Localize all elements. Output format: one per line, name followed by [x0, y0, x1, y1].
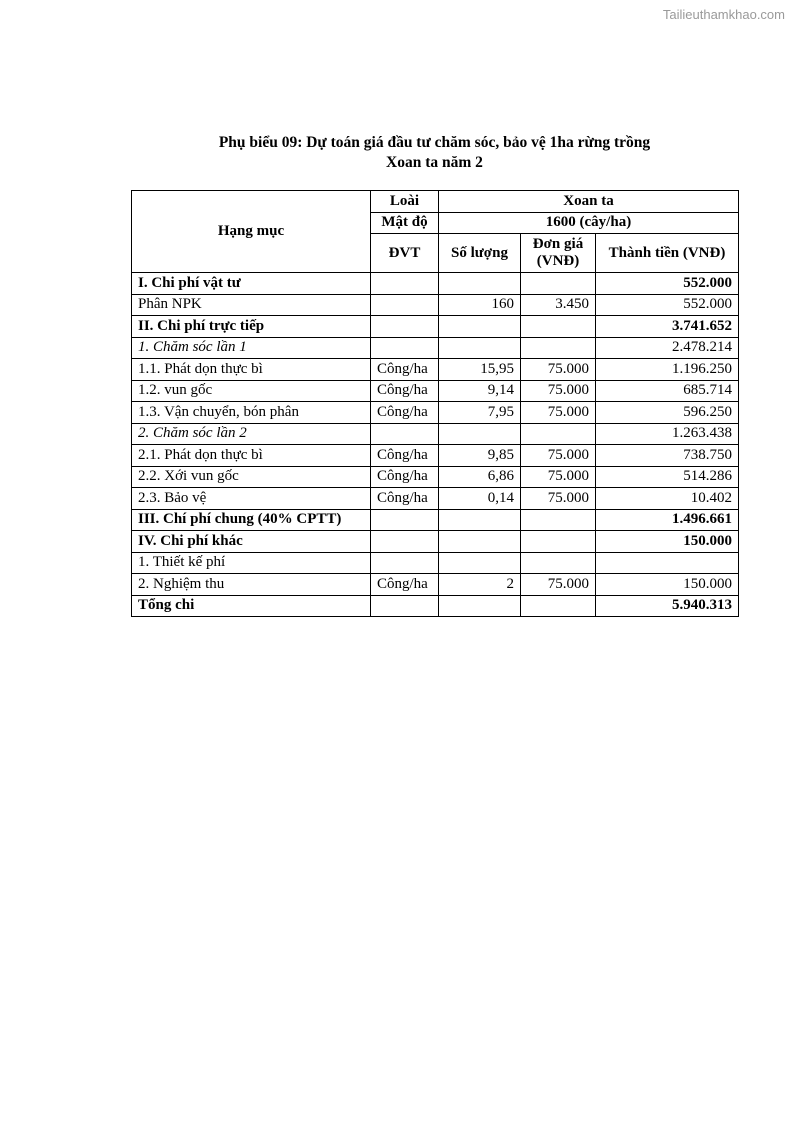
- table-row: [132, 574, 739, 596]
- row-amount: 5.940.313: [596, 595, 739, 617]
- row-amount: 552.000: [596, 273, 739, 295]
- row-unit: Công/ha: [371, 380, 439, 402]
- row-quantity: [439, 531, 521, 553]
- table-row: [132, 488, 739, 510]
- row-unit: [371, 531, 439, 553]
- table-row: [132, 337, 739, 359]
- row-quantity: 2: [439, 574, 521, 596]
- header-density-value: 1600 (cây/ha): [439, 212, 739, 234]
- row-quantity: 9,85: [439, 445, 521, 467]
- row-label: 1.1. Phát dọn thực bì: [132, 359, 371, 381]
- row-unit-price: 75.000: [521, 380, 596, 402]
- row-amount: 1.263.438: [596, 423, 739, 445]
- row-unit-price: 75.000: [521, 574, 596, 596]
- row-unit: Công/ha: [371, 466, 439, 488]
- header-amount: Thành tiền (VNĐ): [596, 234, 739, 273]
- row-amount: 10.402: [596, 488, 739, 510]
- row-quantity: 6,86: [439, 466, 521, 488]
- row-unit: Công/ha: [371, 402, 439, 424]
- row-quantity: [439, 509, 521, 531]
- row-unit: Công/ha: [371, 488, 439, 510]
- row-label: 2.1. Phát dọn thực bì: [132, 445, 371, 467]
- table-row: [132, 316, 739, 338]
- header-species-label: Loài: [371, 191, 439, 213]
- row-unit-price: [521, 316, 596, 338]
- row-quantity: [439, 423, 521, 445]
- row-quantity: 0,14: [439, 488, 521, 510]
- title-line-1: Phụ biểu 09: Dự toán giá đầu tư chăm sóc, bảo vệ 1ha rừng trồng: [218, 134, 651, 151]
- row-label: 2.2. Xới vun gốc: [132, 466, 371, 488]
- row-unit-price: 75.000: [521, 445, 596, 467]
- row-quantity: 160: [439, 294, 521, 316]
- row-quantity: [439, 316, 521, 338]
- table-row: [132, 359, 739, 381]
- row-amount: [596, 552, 739, 574]
- row-amount: 514.286: [596, 466, 739, 488]
- row-label: Phân NPK: [132, 294, 371, 316]
- row-quantity: [439, 337, 521, 359]
- header-unit-price: Đơn giá (VNĐ): [521, 234, 596, 273]
- row-amount: 738.750: [596, 445, 739, 467]
- title-line-2: Xoan ta năm 2: [386, 154, 483, 171]
- row-unit: [371, 423, 439, 445]
- table-row: [132, 595, 739, 617]
- row-unit: [371, 595, 439, 617]
- header-density-label: Mật độ: [371, 212, 439, 234]
- row-label: 1. Thiết kế phí: [132, 552, 371, 574]
- row-label: IV. Chi phí khác: [132, 531, 371, 553]
- budget-table: [131, 190, 739, 617]
- table-row: [132, 402, 739, 424]
- row-unit: Công/ha: [371, 574, 439, 596]
- table-row: [132, 273, 739, 295]
- row-quantity: 9,14: [439, 380, 521, 402]
- row-unit-price: 3.450: [521, 294, 596, 316]
- row-label: III. Chí phí chung (40% CPTT): [132, 509, 371, 531]
- row-amount: 1.496.661: [596, 509, 739, 531]
- row-unit-price: 75.000: [521, 402, 596, 424]
- row-unit: [371, 552, 439, 574]
- row-amount: 685.714: [596, 380, 739, 402]
- row-unit-price: 75.000: [521, 359, 596, 381]
- row-unit-price: [521, 552, 596, 574]
- table-row: [132, 380, 739, 402]
- row-unit-price: [521, 509, 596, 531]
- row-amount: 2.478.214: [596, 337, 739, 359]
- row-label: 2.3. Bảo vệ: [132, 488, 371, 510]
- row-label: I. Chi phí vật tư: [132, 273, 371, 295]
- header-category: Hạng mục: [132, 191, 371, 273]
- row-quantity: 7,95: [439, 402, 521, 424]
- watermark-text: Tailieuthamkhao.com: [662, 7, 785, 22]
- table-row: [132, 294, 739, 316]
- row-label: 2. Nghiệm thu: [132, 574, 371, 596]
- table-row: [132, 552, 739, 574]
- page-title: [131, 133, 738, 173]
- row-unit-price: [521, 273, 596, 295]
- row-unit-price: [521, 531, 596, 553]
- row-amount: 3.741.652: [596, 316, 739, 338]
- row-label: Tổng chi: [132, 595, 371, 617]
- table-header: [132, 191, 739, 273]
- row-quantity: [439, 273, 521, 295]
- row-quantity: 15,95: [439, 359, 521, 381]
- row-unit-price: [521, 595, 596, 617]
- row-label: 1.2. vun gốc: [132, 380, 371, 402]
- table-body: [132, 273, 739, 617]
- row-amount: 552.000: [596, 294, 739, 316]
- row-unit: [371, 273, 439, 295]
- row-quantity: [439, 552, 521, 574]
- header-quantity: Số lượng: [439, 234, 521, 273]
- row-unit: [371, 294, 439, 316]
- row-label: 1. Chăm sóc lần 1: [132, 337, 371, 359]
- row-unit-price: 75.000: [521, 488, 596, 510]
- table-row: [132, 445, 739, 467]
- row-unit: Công/ha: [371, 359, 439, 381]
- header-unit: ĐVT: [371, 234, 439, 273]
- table-row: [132, 423, 739, 445]
- row-amount: 150.000: [596, 531, 739, 553]
- table-row: [132, 531, 739, 553]
- row-unit-price: 75.000: [521, 466, 596, 488]
- row-unit: [371, 316, 439, 338]
- row-unit-price: [521, 423, 596, 445]
- row-unit-price: [521, 337, 596, 359]
- row-unit: [371, 509, 439, 531]
- header-species-value: Xoan ta: [439, 191, 739, 213]
- row-quantity: [439, 595, 521, 617]
- header-row-species: [132, 191, 739, 213]
- row-unit: Công/ha: [371, 445, 439, 467]
- row-label: 1.3. Vận chuyển, bón phân: [132, 402, 371, 424]
- row-label: 2. Chăm sóc lần 2: [132, 423, 371, 445]
- table-row: [132, 466, 739, 488]
- row-label: II. Chi phí trực tiếp: [132, 316, 371, 338]
- row-unit: [371, 337, 439, 359]
- row-amount: 596.250: [596, 402, 739, 424]
- row-amount: 150.000: [596, 574, 739, 596]
- row-amount: 1.196.250: [596, 359, 739, 381]
- table-row: [132, 509, 739, 531]
